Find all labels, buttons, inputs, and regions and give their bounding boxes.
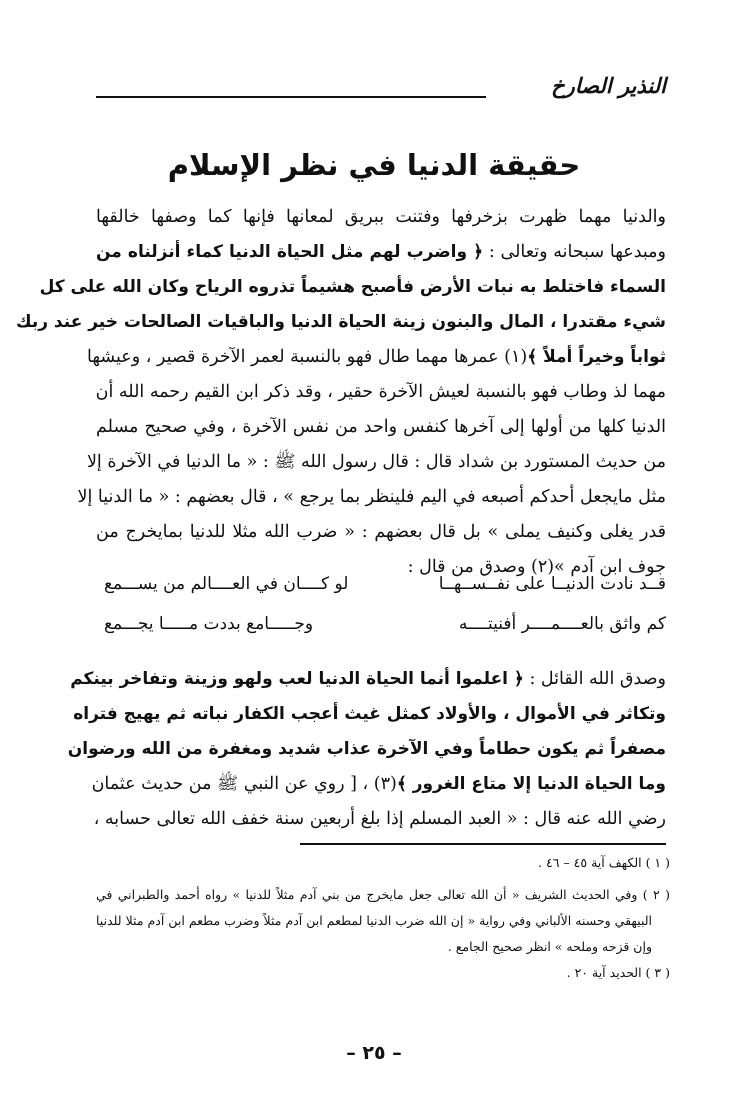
footnote-2: ( ٢ ) وفي الحديث الشريف « أن الله تعالى جعل مايخرج من بني آدم مثلاً للدنيا » رواه أحمد والطبراني في [96,887,670,902]
poem-verse-2 [96,614,666,650]
poem-hemistich-right: قــد نادت الدنيــا على نفــســهــا [438,574,666,594]
footnote-separator [300,843,666,845]
quran-verse: مصفراً ثم يكون حطاماً وفي الآخرة عذاب شديد ومغفرة من الله ورضوان [67,739,666,759]
quran-verse: شيء مقتدرا ، المال والبنون زينة الحياة الدنيا والباقيات الصالحات خير عند ربك [16,312,666,332]
text-line: والدنيا مهما ظهرت بزخرفها وفتنت ببريق لمعانها فإنها كما وصفها خالقها [96,207,666,227]
quran-verse: ثواباً وخيراً أملاً ﴾ [527,347,666,367]
running-title: النذير الصارخ [551,74,666,98]
text-line: ثواباً وخيراً أملاً ﴾(١) عمرها مهما طال فهو بالنسبة لعمر الآخرة قصير ، وعيشها [86,347,666,367]
text-line: قدر يغلى وكنيف يملى » بل قال بعضهم : « ضرب الله مثلا للدنيا بمايخرج من [96,522,666,542]
text-line [67,732,666,767]
poem-hemistich-left: لو كــــان في العــــالم من يســـمع [104,574,349,594]
poem-hemistich-left: وجـــــامع بددت مـــــا يجـــمع [104,614,314,634]
text-line: مهما لذ وطاب فهو بالنسبة لعيش الآخرة حقير ، وقد ذكر ابن القيم رحمه الله أن [95,382,666,402]
page-number: – ٢٥ – [346,1042,402,1064]
text-line: مثل مايجعل أحدكم أصبعه في اليم فلينظر بما يرجع » ، قال بعضهم : « ما الدنيا إلا [77,487,666,507]
text-line: رضي الله عنه قال : « العبد المسلم إذا بلغ أربعين سنة خفف الله تعالى حسابه ، [93,809,666,829]
text-line [73,697,666,732]
quran-verse: ﴿ اعلموا أنما الحياة الدنيا لعب ولهو وزينة وتفاخر بينكم [70,669,524,689]
text-line [39,270,666,305]
paragraph-1 [16,200,666,585]
text-line: وما الحياة الدنيا إلا متاع الغرور ﴾(٣) ، [ روي عن النبي ﷺ من حديث عثمان [91,774,666,794]
text-line: ومبدعها سبحانه وتعالى : ﴿ واضرب لهم مثل الحياة الدنيا كماء أنزلناه من [96,242,666,262]
quran-verse: وتكاثر في الأموال ، والأولاد كمثل غيث أعجب الكفار نباته ثم يهيج فتراه [73,704,666,724]
poem-hemistich-right: كم واثق بالعــــمــــر أفنيتــــه [458,614,666,634]
quran-verse: وما الحياة الدنيا إلا متاع الغرور ﴾ [396,774,666,794]
footnote-1: ( ١ ) الكهف آية ٤٥ – ٤٦ . [538,855,670,870]
text-line: الدنيا كلها من أولها إلى آخرها كنفس واحد من نفس الآخرة ، وفي صحيح مسلم [96,417,666,437]
poem-verse-1 [96,574,666,610]
text-line: جوف ابن آدم »(٢) وصدق من قال : [407,557,666,577]
quran-verse: السماء فاختلط به نبات الأرض فأصبح هشيماً تذروه الرياح وكان الله على كل [39,277,666,297]
chapter-title: حقيقة الدنيا في نظر الإسلام [167,148,581,182]
quran-verse: ﴿ واضرب لهم مثل الحياة الدنيا كماء أنزلناه من [96,242,484,262]
footnotes [96,850,670,986]
footnote-2-cont: البيهقي وحسنه الألباني وفي رواية « إن الله ضرب الدنيا لمطعم ابن آدم مثلاً وضرب مطعم ابن آدم مثلا للدنيا [96,913,652,928]
footnote-3: ( ٣ ) الحديد آية ٢٠ . [566,965,670,980]
paragraph-2 [67,662,666,837]
text-line [16,305,666,340]
footnote-2-cont: وإن قزحه وملحه » انظر صحيح الجامع . [447,939,652,954]
running-header [96,74,666,104]
header-rule [96,96,486,98]
text-line: وصدق الله القائل : ﴿ اعلموا أنما الحياة الدنيا لعب ولهو وزينة وتفاخر بينكم [70,669,666,689]
text-line: من حديث المستورد بن شداد قال : قال رسول الله ﷺ : « ما الدنيا في الآخرة إلا [86,452,666,472]
